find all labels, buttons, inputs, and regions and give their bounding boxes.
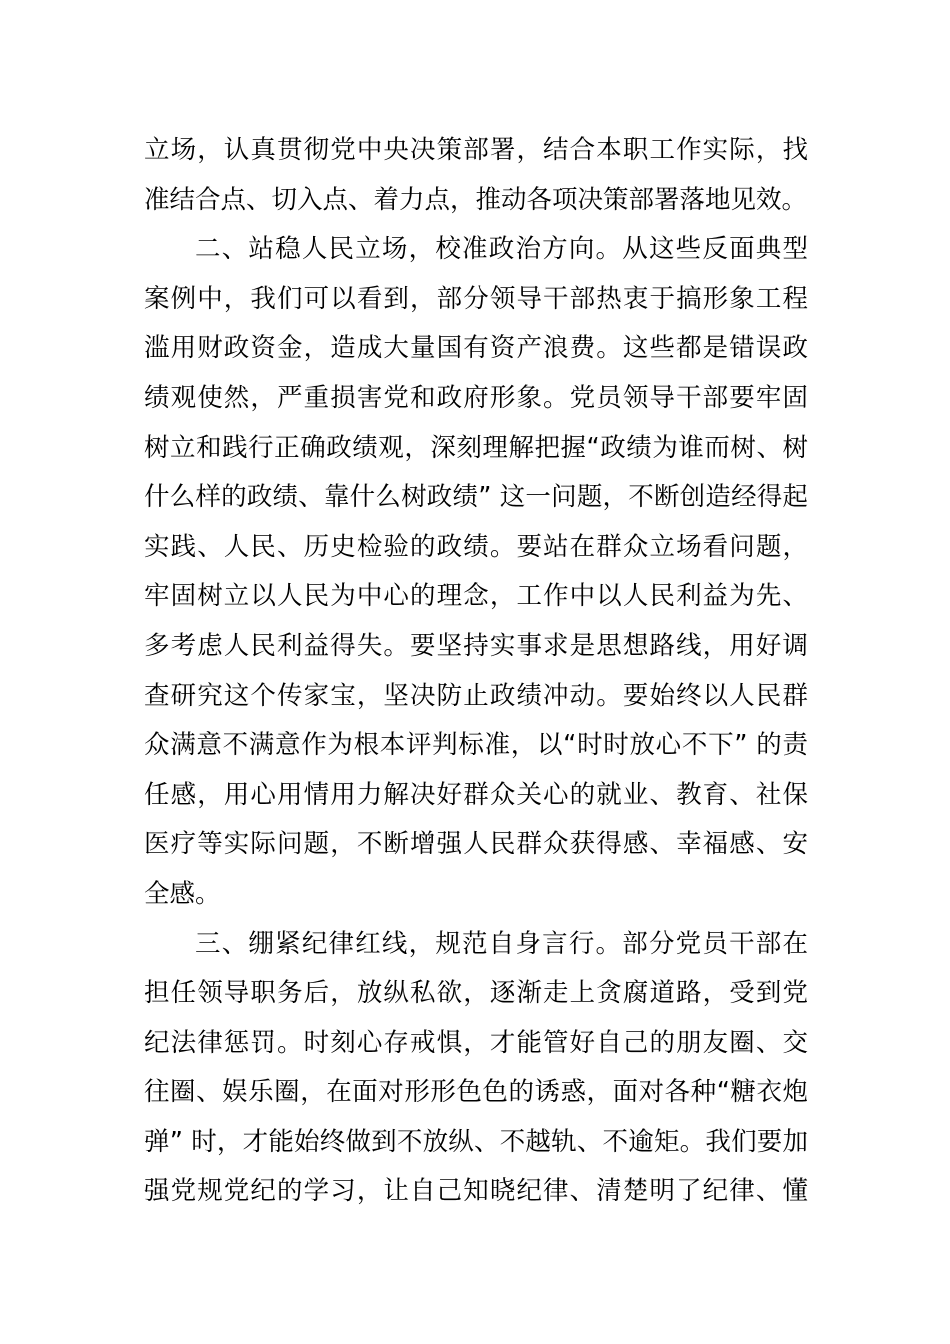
- text-line-5: 滥用财政资金，造成大量国有资产浪费。这些都是错误政: [144, 333, 808, 364]
- text-line-7: 树立和践行正确政绩观，深刻理解把握“政绩为谁而树、树: [144, 432, 808, 463]
- text-line-16: 全感。: [144, 878, 221, 909]
- paragraph-2-heading-line: 二、站稳人民立场，校准政治方向。从这些反面典型: [195, 234, 808, 265]
- text-line-14: 任感，用心用情用力解决好群众关心的就业、教育、社保: [144, 779, 808, 810]
- text-line-13: 众满意不满意作为根本评判标准，以“时时放心不下” 的责: [144, 730, 808, 761]
- text-line-1: 立场，认真贯彻党中央决策部署，结合本职工作实际，找: [144, 135, 808, 165]
- text-line-8: 什么样的政绩、靠什么树政绩” 这一问题，不断创造经得起: [144, 482, 808, 513]
- text-line-18: 担任领导职务后，放纵私欲，逐渐走上贪腐道路，受到党: [144, 978, 808, 1009]
- body-text: [144, 126, 808, 1217]
- text-line-15: 医疗等实际问题，不断增强人民群众获得感、幸福感、安: [144, 829, 808, 860]
- text-line-22: 强党规党纪的学习，让自己知晓纪律、清楚明了纪律、懂: [144, 1176, 808, 1207]
- paragraph-3-heading-line: 三、绷紧纪律红线，规范自身言行。部分党员干部在: [195, 928, 808, 959]
- text-line-19: 纪法律惩罚。时刻心存戒惧，才能管好自己的朋友圈、交: [144, 1027, 808, 1058]
- text-line-20: 往圈、娱乐圈，在面对形形色色的诱惑，面对各种“糖衣炮: [144, 1077, 808, 1108]
- text-line-2: 准结合点、切入点、着力点，推动各项决策部署落地见效。: [144, 184, 808, 215]
- text-line-12: 查研究这个传家宝，坚决防止政绩冲动。要始终以人民群: [144, 680, 808, 711]
- text-line-11: 多考虑人民利益得失。要坚持实事求是思想路线，用好调: [144, 630, 808, 661]
- text-line-4: 案例中，我们可以看到，部分领导干部热衷于搞形象工程: [144, 283, 808, 314]
- text-line-6: 绩观使然，严重损害党和政府形象。党员领导干部要牢固: [144, 382, 808, 413]
- text-line-21: 弹” 时，才能始终做到不放纵、不越轨、不逾矩。我们要加: [144, 1126, 808, 1157]
- text-line-9: 实践、人民、历史检验的政绩。要站在群众立场看问题，: [144, 531, 808, 562]
- text-line-10: 牢固树立以人民为中心的理念，工作中以人民利益为先、: [144, 581, 808, 612]
